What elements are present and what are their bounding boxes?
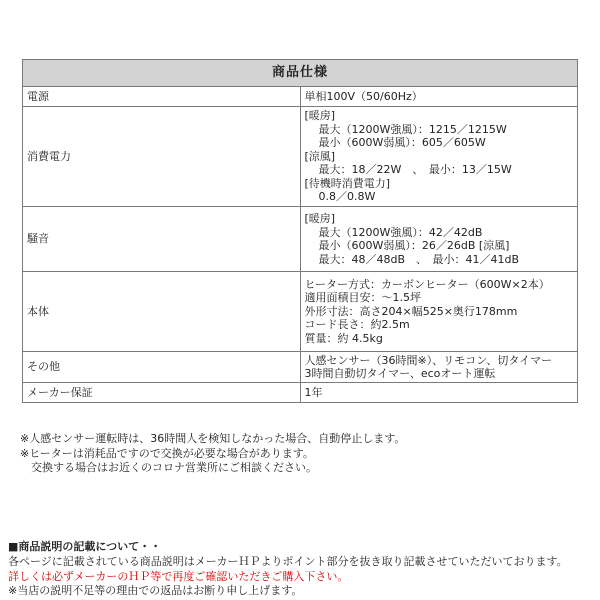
spec-key-body: 本体 [23,272,301,352]
spec-title-row [23,60,578,87]
disclaimer-block [8,540,598,599]
spec-key-power: 電源 [23,87,301,107]
spec-row-power [23,87,578,107]
spec-title: 商品仕様 [23,60,578,87]
spec-value-power: 単相100V（50/60Hz） [300,87,578,107]
disclaimer-line-1: 各ページに記載されている商品説明はメーカーＨＰよりポイント部分を抜き取り記載させていただいております。 [8,554,568,568]
spec-value-consumption: [暖房] 最大（1200W強風）：1215／1215W 最小（600W弱風）：605／605W [涼風] 最大：18／22W 、 最小：13／15W [待機時消費電力] 0.8／0.8W [300,107,578,207]
spec-value-body: ヒーター方式：カーボンヒーター（600W×2本） 適用面積目安：～1.5坪 外形寸法：高さ204×幅525×奥行178mm コード長さ：約2.5m 質量：約 4.5kg [300,272,578,352]
spec-key-consumption: 消費電力 [23,107,301,207]
disclaimer-line-3: ※当店の説明不足等の理由での返品はお断り申し上げます。 [8,584,303,598]
spec-value-warranty: 1年 [300,383,578,403]
note-sensor: ※人感センサー運転時は、36時間人を検知しなかった場合、自動停止します。 [20,432,406,445]
note-exchange: 交換する場合はお近くのコロナ営業所にご相談ください。 [20,461,317,474]
disclaimer-heading: ■商品説明の記載について・・ [8,540,162,553]
spec-value-other: 人感センサー（36時間※）、リモコン、切タイマー 3時間自動切タイマー、ecoオート運転 [300,352,578,383]
spec-key-other: その他 [23,352,301,383]
spec-row-other [23,352,578,383]
note-heater: ※ヒーターは消耗品ですので交換が必要な場合があります。 [20,446,314,460]
spec-row-consumption [23,107,578,207]
spec-key-noise: 騒音 [23,207,301,272]
spec-row-body [23,272,578,352]
spec-key-warranty: メーカー保証 [23,383,301,403]
spec-table [22,59,578,403]
spec-row-noise [23,207,578,272]
notes-block [20,432,580,476]
spec-value-noise: [暖房] 最大（1200W強風）：42／42dB 最小（600W弱風）：26／26dB [涼風] 最大：48／48dB 、 最小：41／41dB [300,207,578,272]
disclaimer-warning: 詳しくは必ずメーカーのＨＰ等で再度ご確認いただきご購入下さい。 [8,569,349,583]
spec-row-warranty [23,383,578,403]
